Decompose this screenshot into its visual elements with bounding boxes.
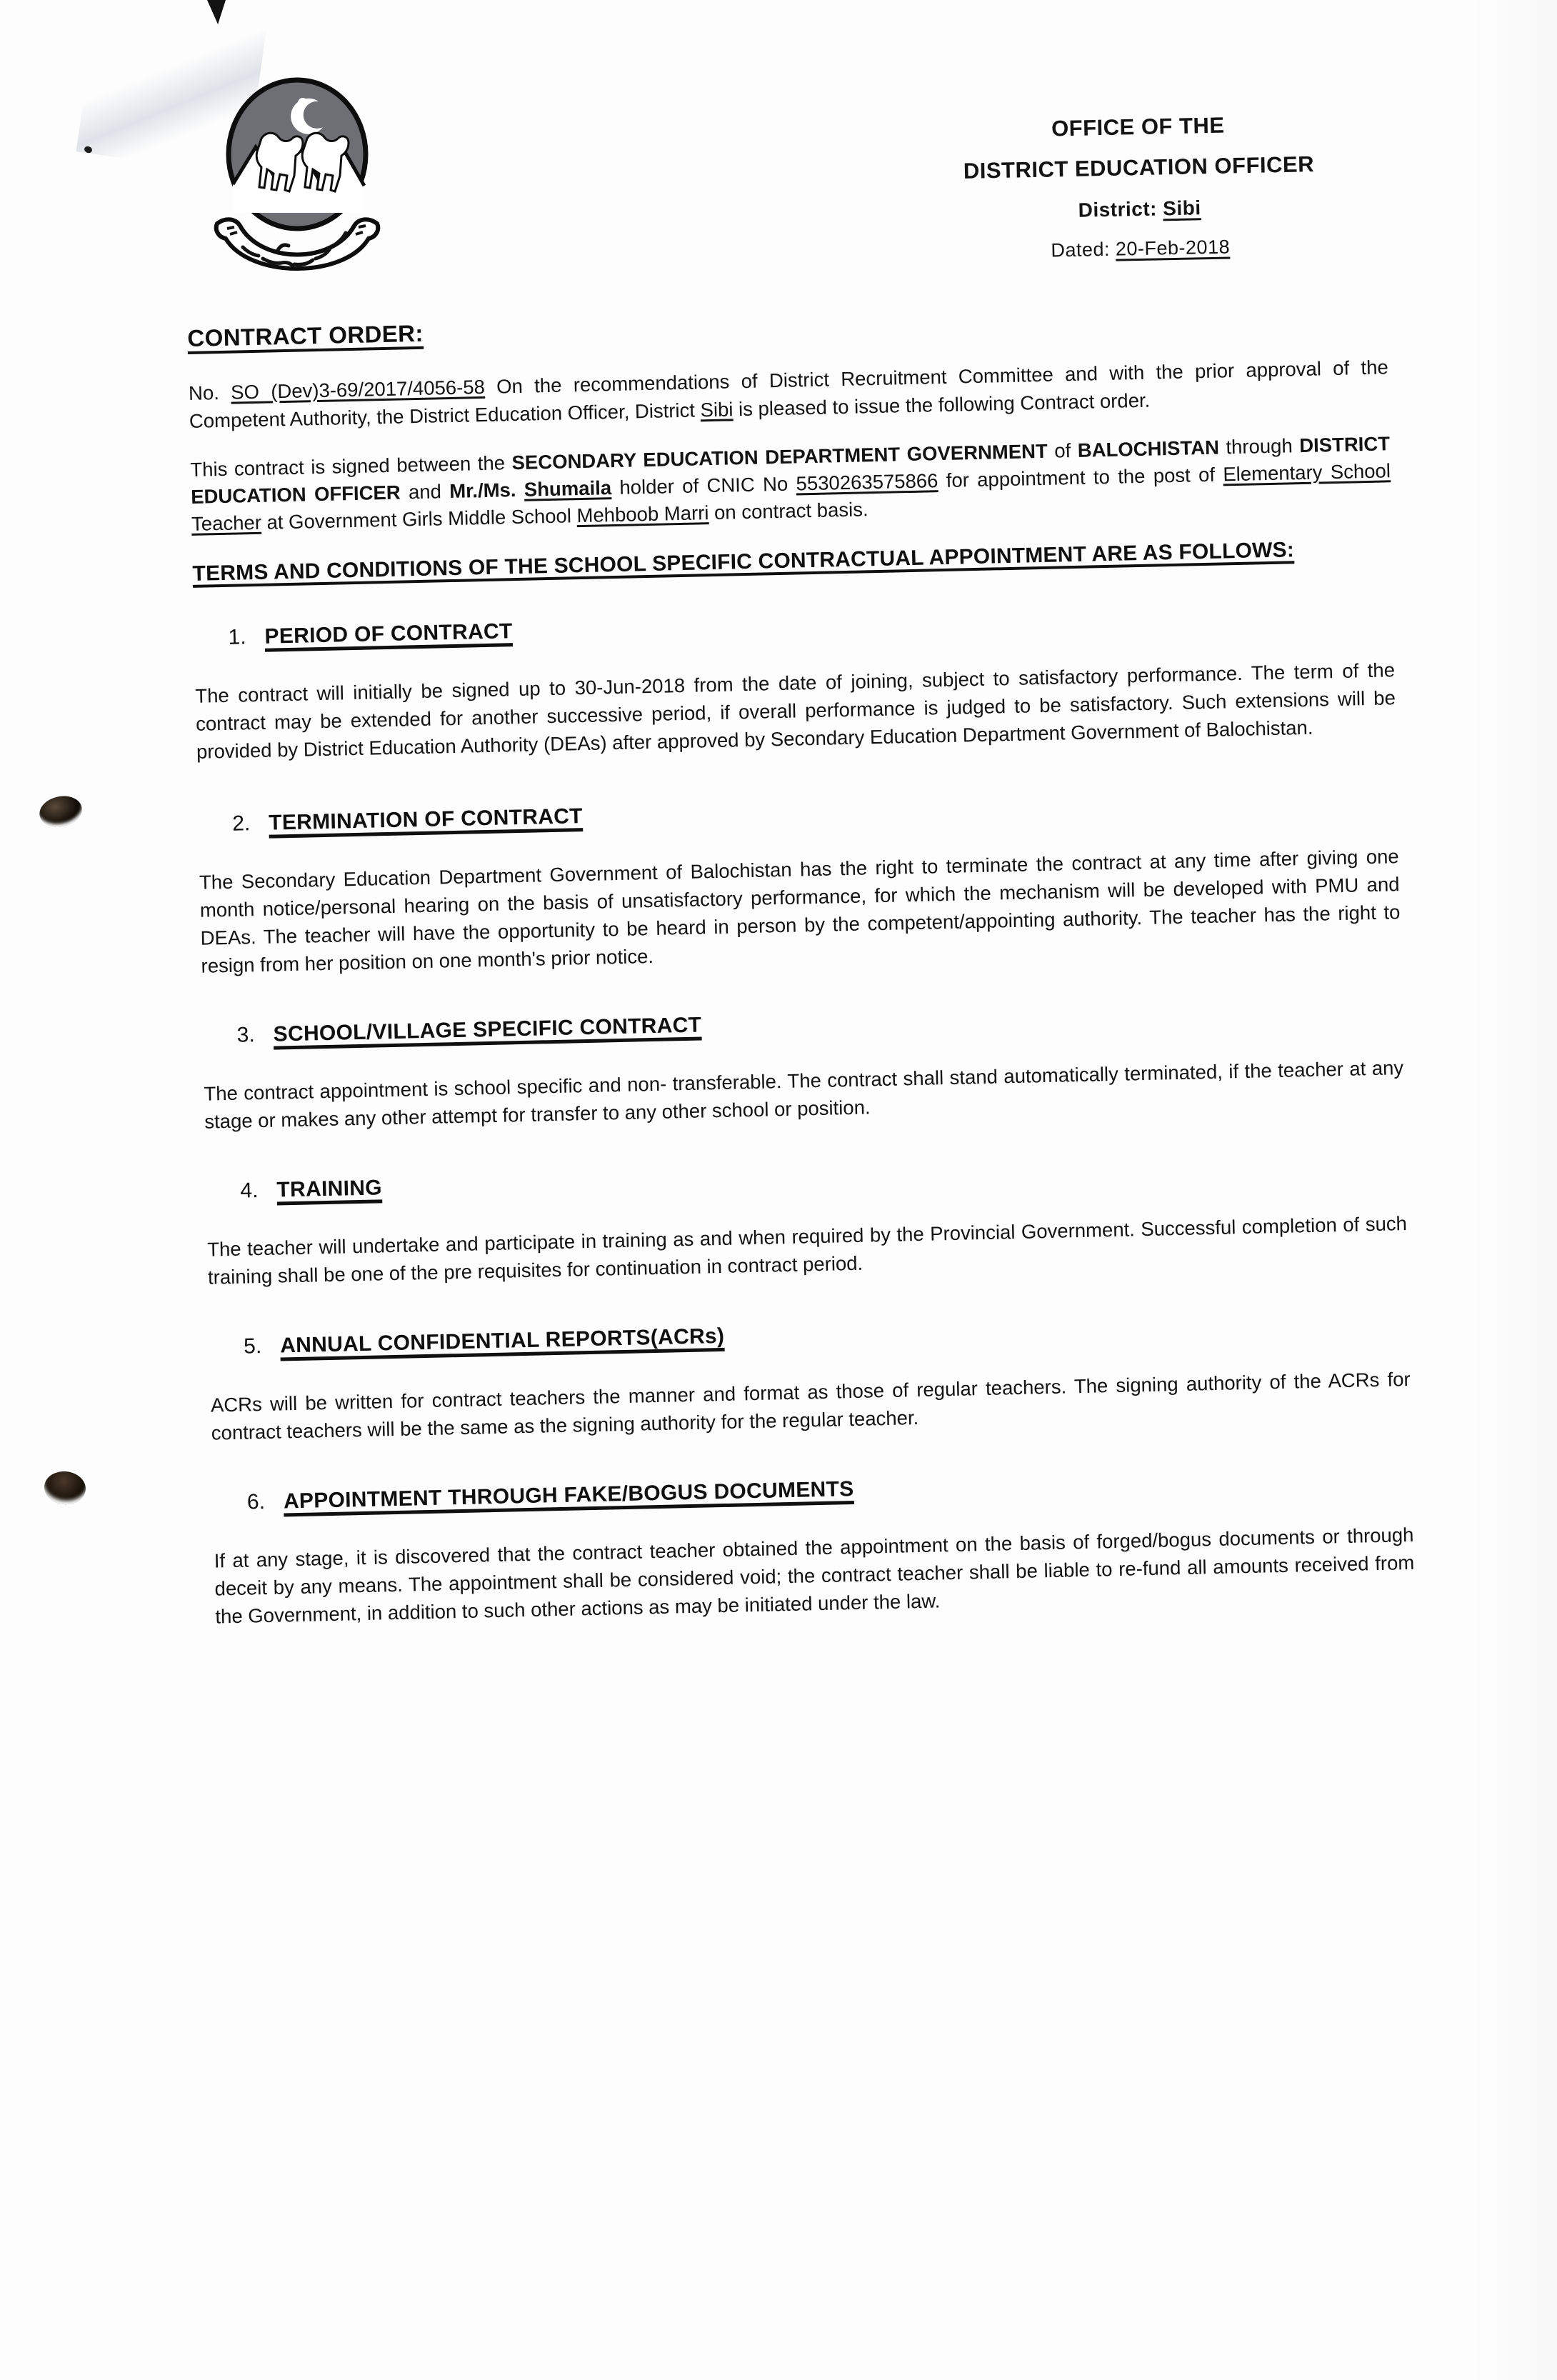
section-4-body: The teacher will undertake and participate in training as and when required by the Provincial Government. Successful completion of such training shall be one of the pre requisites for continuation in contract period.	[206, 1212, 1408, 1289]
contract-order-title: CONTRACT ORDER:	[187, 319, 424, 351]
department-name: SECONDARY EDUCATION DEPARTMENT GOVERNMENT	[511, 439, 1048, 474]
teacher-name: Shumaila	[524, 476, 612, 501]
section-3-number: 3.	[236, 1023, 256, 1047]
cnic-number: 5530263575866	[796, 469, 938, 495]
parties-of: of	[1047, 439, 1078, 462]
district-label: District:	[1078, 197, 1158, 221]
district-value: Sibi	[1162, 196, 1201, 220]
section-5-number: 5.	[243, 1334, 262, 1359]
parties-paragraph	[190, 430, 1391, 538]
balochistan-government-emblem-icon	[211, 77, 383, 291]
section-1-heading	[228, 600, 1393, 650]
date-line	[844, 232, 1437, 266]
section-2-heading	[232, 786, 1398, 836]
office-line-1: OFFICE OF THE	[1051, 112, 1225, 141]
section-4-title: TRAINING	[276, 1176, 383, 1202]
school-tail: on contract basis.	[709, 498, 868, 524]
post-title: Elementary School Teacher	[191, 459, 1391, 535]
section-4-number: 4.	[240, 1179, 259, 1203]
document-body	[187, 299, 1416, 1674]
section-6-body: If at any stage, it is discovered that the contract teacher obtained the appointment on the basis of forged/bogus documents or through deceit by any means. The appointment shall be considered void; the contract teacher shall be liable to re-fund all amounts received from the Government, in addition to such other actions as may be initiated under the law.	[214, 1523, 1415, 1628]
section-6	[213, 1465, 1416, 1631]
section-3-title: SCHOOL/VILLAGE SPECIFIC CONTRACT	[273, 1013, 702, 1046]
section-1-body: The contract will initially be signed up to 30-Jun-2018 from the date of joining, subject to satisfactory performance. The term of the contract may be extended for another successive period, if overall performance is judged to be satisfactory. Such extensions will be provided by District Education Authority (DEAs) after approved by Secondary Education Department Government of Balochistan.	[194, 659, 1396, 763]
section-2-title: TERMINATION OF CONTRACT	[268, 804, 584, 835]
section-3-body: The contract appointment is school specific and non- transferable. The contract shall stand automatically terminated, if the teacher at any stage or makes any other attempt for transfer to any other school or position.	[204, 1056, 1404, 1133]
intro-text: On the recommendations of District Recruitment Committee and with the prior approval of the Competent Authority, the District Education Officer, District	[189, 356, 1389, 432]
section-2-body: The Secondary Education Department Government of Balochistan has the right to terminate the contract at any time after giving one month notice/personal hearing on the basis of unsatisfactory performance, for which the mechanism will be developed with PMU and DEAs. The teacher will have the opportunity to be heard in person by the competent/appointing authority. The teacher has the right to resign from her position on one month's prior notice.	[199, 845, 1401, 977]
date-label: Dated:	[1051, 238, 1111, 261]
post-lead: for appointment to the post of	[938, 463, 1223, 492]
hole-punch-artifact-upper	[36, 792, 84, 831]
section-4-heading	[240, 1154, 1406, 1204]
section-2	[198, 786, 1401, 980]
hole-punch-artifact-lower	[43, 1469, 87, 1506]
reference-number: SO (Dev)3-69/2017/4056-58	[230, 375, 486, 404]
letterhead	[841, 109, 1437, 266]
district-line	[843, 192, 1436, 227]
intro-district: Sibi	[700, 398, 734, 421]
scan-speck-corner	[84, 145, 93, 154]
office-line-2: DISTRICT EDUCATION OFFICER	[963, 151, 1315, 184]
page-edge-shading	[1471, 0, 1557, 2380]
section-4	[206, 1154, 1408, 1291]
section-2-number: 2.	[231, 811, 251, 836]
school-name: Mehboob Marri	[576, 501, 709, 527]
section-6-title: APPOINTMENT THROUGH FAKE/BOGUS DOCUMENTS	[283, 1477, 854, 1514]
reference-prefix: No.	[188, 381, 220, 404]
section-5-heading	[244, 1309, 1409, 1359]
section-3-heading	[236, 998, 1402, 1048]
section-5	[209, 1309, 1411, 1447]
school-lead: at Government Girls Middle School	[261, 504, 577, 534]
intro-tail: is pleased to issue the following Contract order.	[733, 389, 1151, 421]
section-1-number: 1.	[228, 625, 246, 649]
date-value: 20-Feb-2018	[1115, 236, 1231, 260]
terms-and-conditions-heading: TERMS AND CONDITIONS OF THE SCHOOL SPECIFIC CONTRACTUAL APPOINTMENT ARE AS FOLLOWS:	[192, 538, 1295, 586]
cnic-label: holder of CNIC No	[611, 472, 796, 499]
parties-through: through	[1218, 434, 1300, 459]
section-3	[202, 998, 1404, 1136]
reference-paragraph	[189, 353, 1389, 435]
section-6-number: 6.	[246, 1490, 266, 1514]
section-5-body: ACRs will be written for contract teachers the manner and format as those of regular teachers. The signing authority of the ACRs for contract teachers will be the same as the signing authority for the regular teacher.	[210, 1367, 1411, 1444]
section-1-title: PERIOD OF CONTRACT	[264, 619, 513, 649]
office-name: DISTRICT EDUCATION OFFICER	[190, 432, 1391, 508]
parties-lead: This contract is signed between the	[190, 451, 512, 481]
section-1	[194, 600, 1396, 766]
section-5-title: ANNUAL CONFIDENTIAL REPORTS(ACRs)	[279, 1324, 725, 1358]
scan-speck-top	[207, 0, 226, 24]
section-6-heading	[247, 1465, 1413, 1515]
province-name: BALOCHISTAN	[1077, 436, 1220, 461]
parties-and: and	[400, 480, 450, 504]
salutation: Mr./Ms.	[449, 479, 516, 503]
